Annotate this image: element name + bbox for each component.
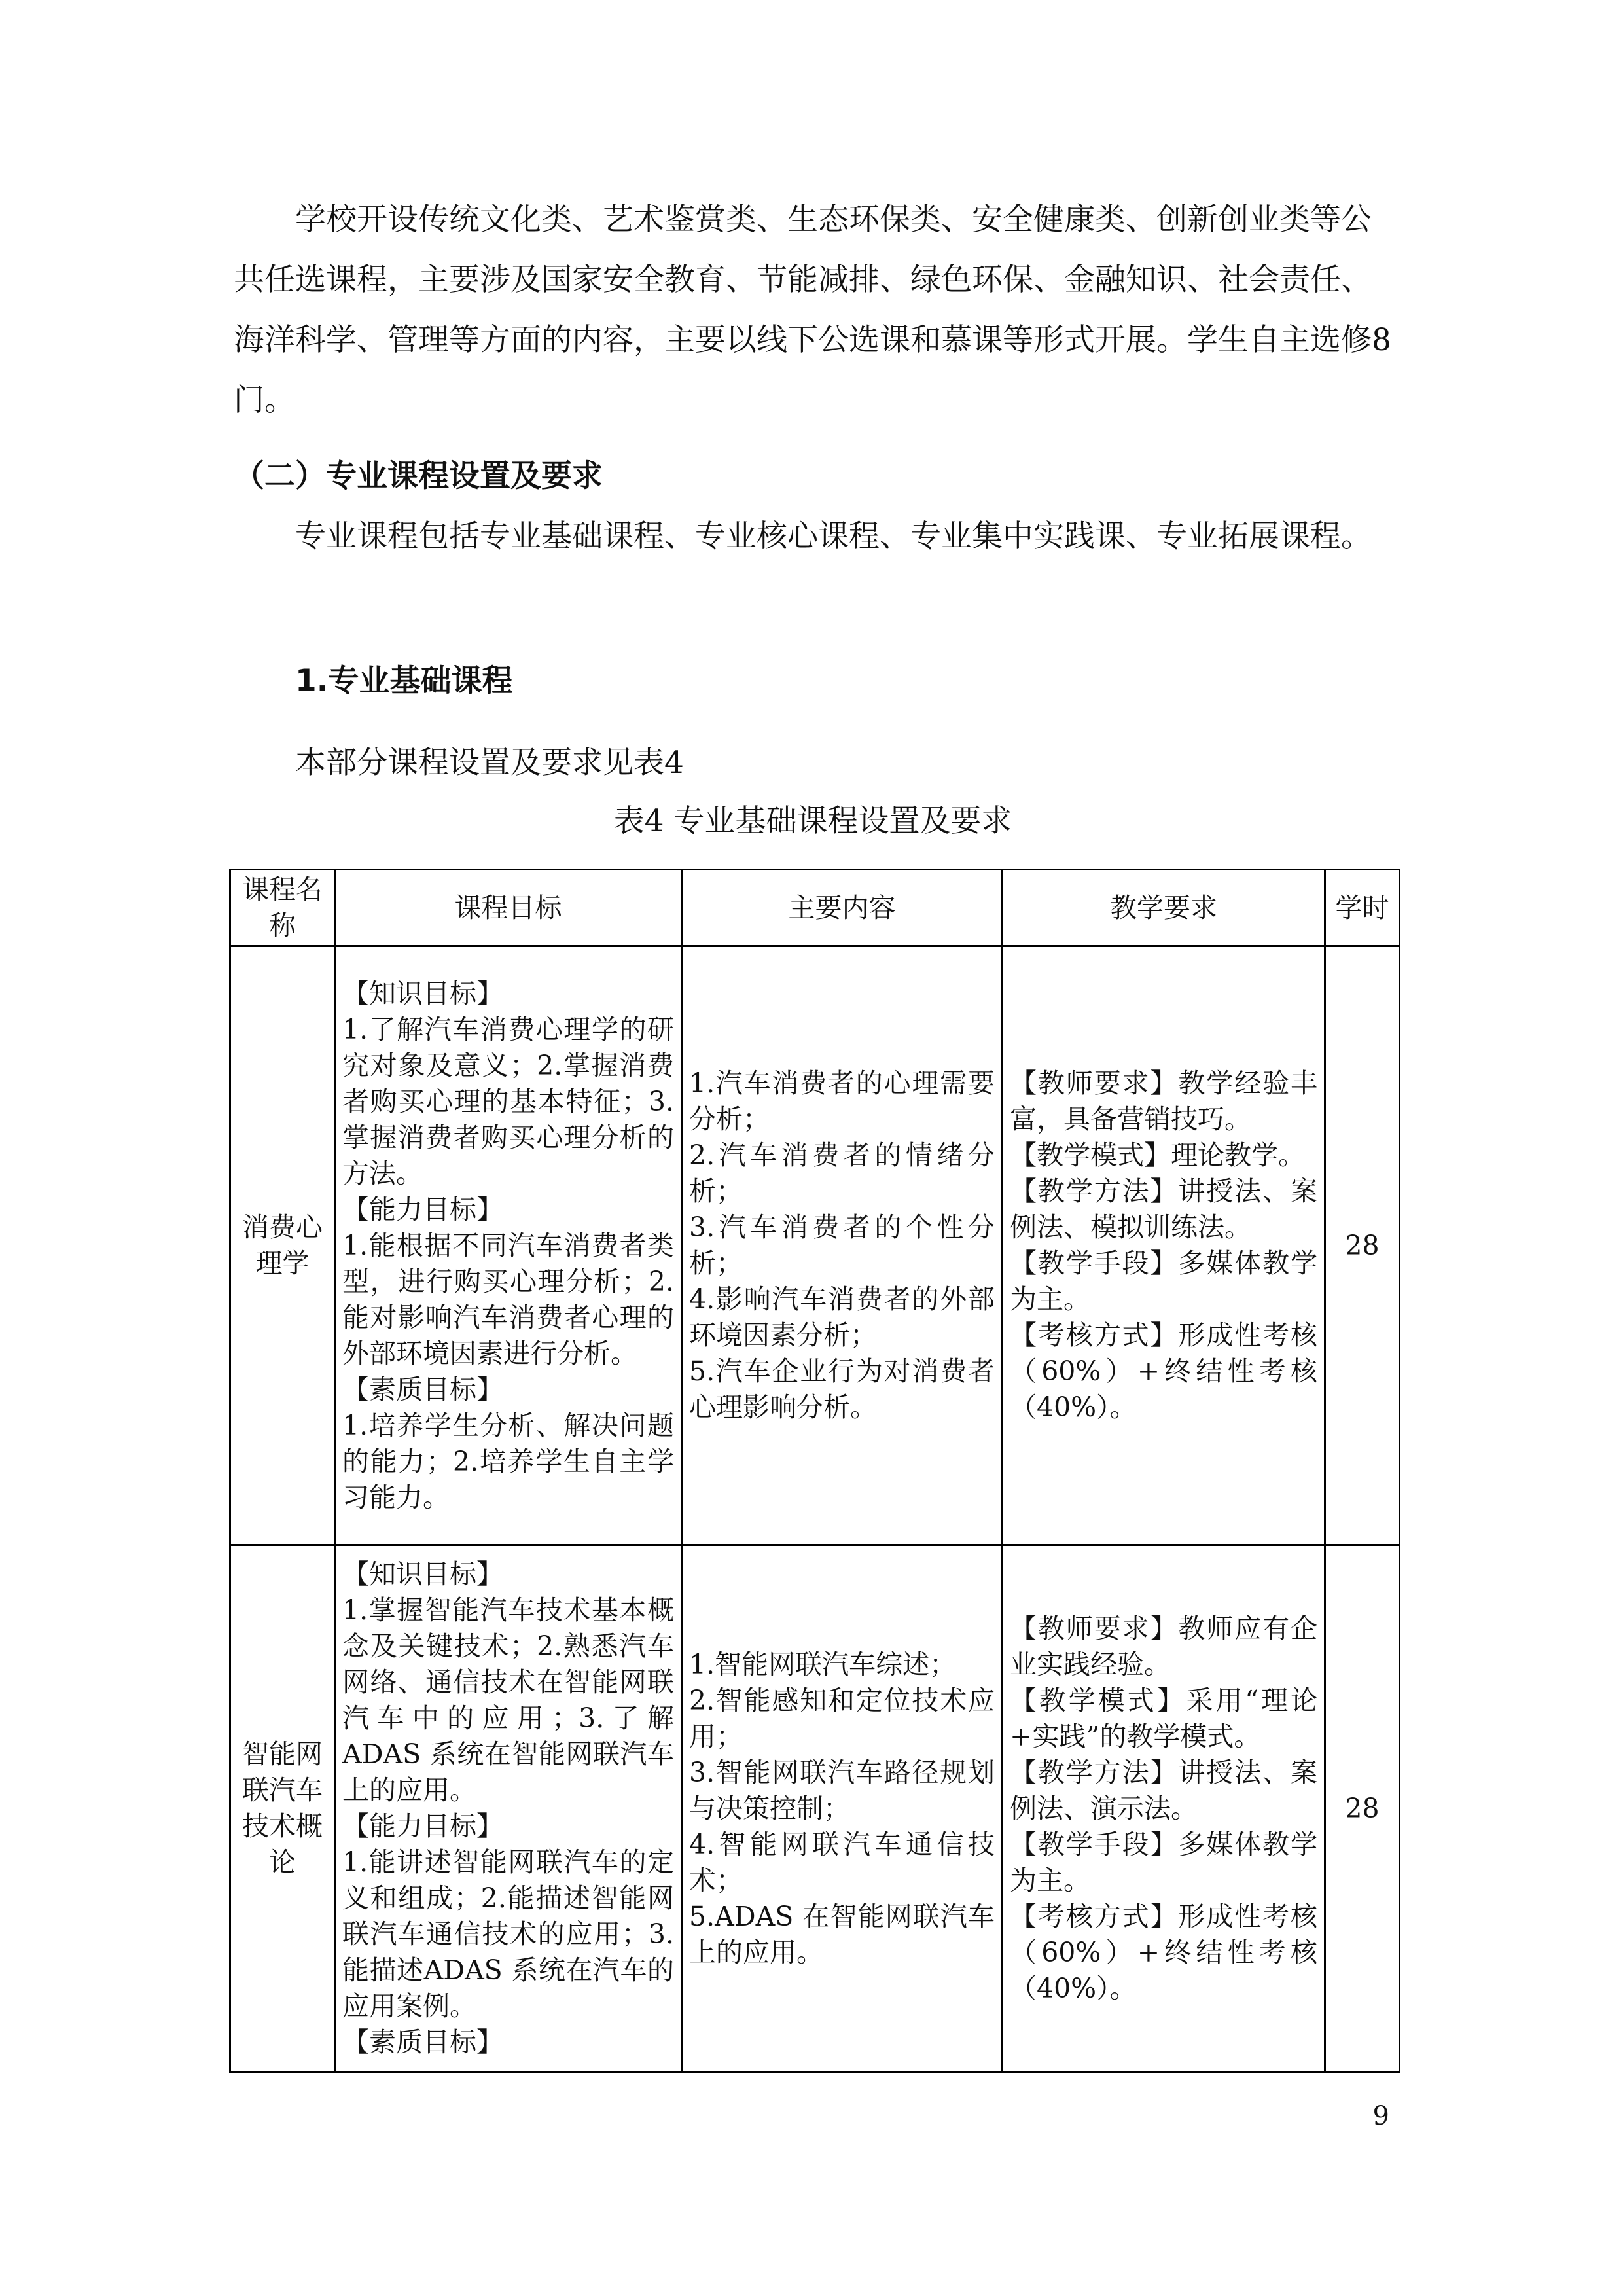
header-course-goal: 课程目标 — [335, 870, 682, 946]
section-heading: （二）专业课程设置及要求 — [234, 458, 603, 494]
header-teaching-req: 教学要求 — [1003, 870, 1325, 946]
table-header-row — [230, 870, 1400, 946]
table-row — [230, 946, 1400, 1545]
section-paragraph: 专业课程包括专业基础课程、专业核心课程、专业集中实践课、专业拓展课程。 — [295, 518, 1372, 554]
hours-cell: 28 — [1325, 1545, 1400, 2072]
main-content-cell: 1.汽车消费者的心理需要分析； 2.汽车消费者的情绪分析； 3.汽车消费者的个性分析； 4.影响汽车消费者的外部环境因素分析； 5.汽车企业行为对消费者心理影响分析。 — [682, 946, 1003, 1545]
subsection-heading: 1.专业基础课程 — [295, 663, 513, 699]
teaching-req-cell: 【教师要求】教学经验丰富，具备营销技巧。 【教学模式】理论教学。 【教学方法】讲授法、案例法、模拟训练法。 【教学手段】多媒体教学为主。 【考核方式】形成性考核（60%）+终结性考核（40%）。 — [1003, 946, 1325, 1545]
course-name-cell: 消费心理学 — [230, 946, 335, 1545]
intro-paragraph: 学校开设传统文化类、艺术鉴赏类、生态环保类、安全健康类、创新创业类等公共任选课程，主要涉及国家安全教育、节能减排、绿色环保、金融知识、社会责任、海洋科学、管理等方面的内容，主要以线下公选课和慕课等形式开展。学生自主选修8门。 — [234, 202, 1391, 418]
table-row — [230, 1545, 1400, 2072]
header-course-name: 课程名称 — [230, 870, 335, 946]
course-goal-cell: 【知识目标】 1.掌握智能汽车技术基本概念及关键技术；2.熟悉汽车网络、通信技术在智能网联汽车中的应用；3.了解ADAS 系统在智能网联汽车上的应用。 【能力目标】 1.能讲述智能网联汽车的定义和组成；2.能描述智能网联汽车通信技术的应用；3.能描述ADAS 系统在汽车的应用案例。 【素质目标】 — [335, 1545, 682, 2072]
main-content-cell: 1.智能网联汽车综述； 2.智能感知和定位技术应用； 3.智能网联汽车路径规划与决策控制； 4.智能网联汽车通信技术； 5.ADAS 在智能网联汽车上的应用。 — [682, 1545, 1003, 2072]
table-caption: 表4 专业基础课程设置及要求 — [613, 803, 1012, 839]
page-number: 9 — [1372, 2101, 1389, 2131]
teaching-req-cell: 【教师要求】教师应有企业实践经验。 【教学模式】采用“理论+实践”的教学模式。 【教学方法】讲授法、案例法、演示法。 【教学手段】多媒体教学为主。 【考核方式】形成性考核（60%）+终结性考核（40%）。 — [1003, 1545, 1325, 2072]
course-goal-cell: 【知识目标】 1.了解汽车消费心理学的研究对象及意义；2.掌握消费者购买心理的基本特征；3.掌握消费者购买心理分析的方法。 【能力目标】 1.能根据不同汽车消费者类型，进行购买心理分析；2.能对影响汽车消费者心理的外部环境因素进行分析。 【素质目标】 1.培养学生分析、解决问题的能力；2.培养学生自主学习能力。 — [335, 946, 682, 1545]
hours-cell: 28 — [1325, 946, 1400, 1545]
header-main-content: 主要内容 — [682, 870, 1003, 946]
course-name-cell: 智能网联汽车技术概论 — [230, 1545, 335, 2072]
table-reference: 本部分课程设置及要求见表4 — [295, 745, 684, 781]
header-hours: 学时 — [1325, 870, 1400, 946]
course-table — [229, 869, 1400, 2073]
